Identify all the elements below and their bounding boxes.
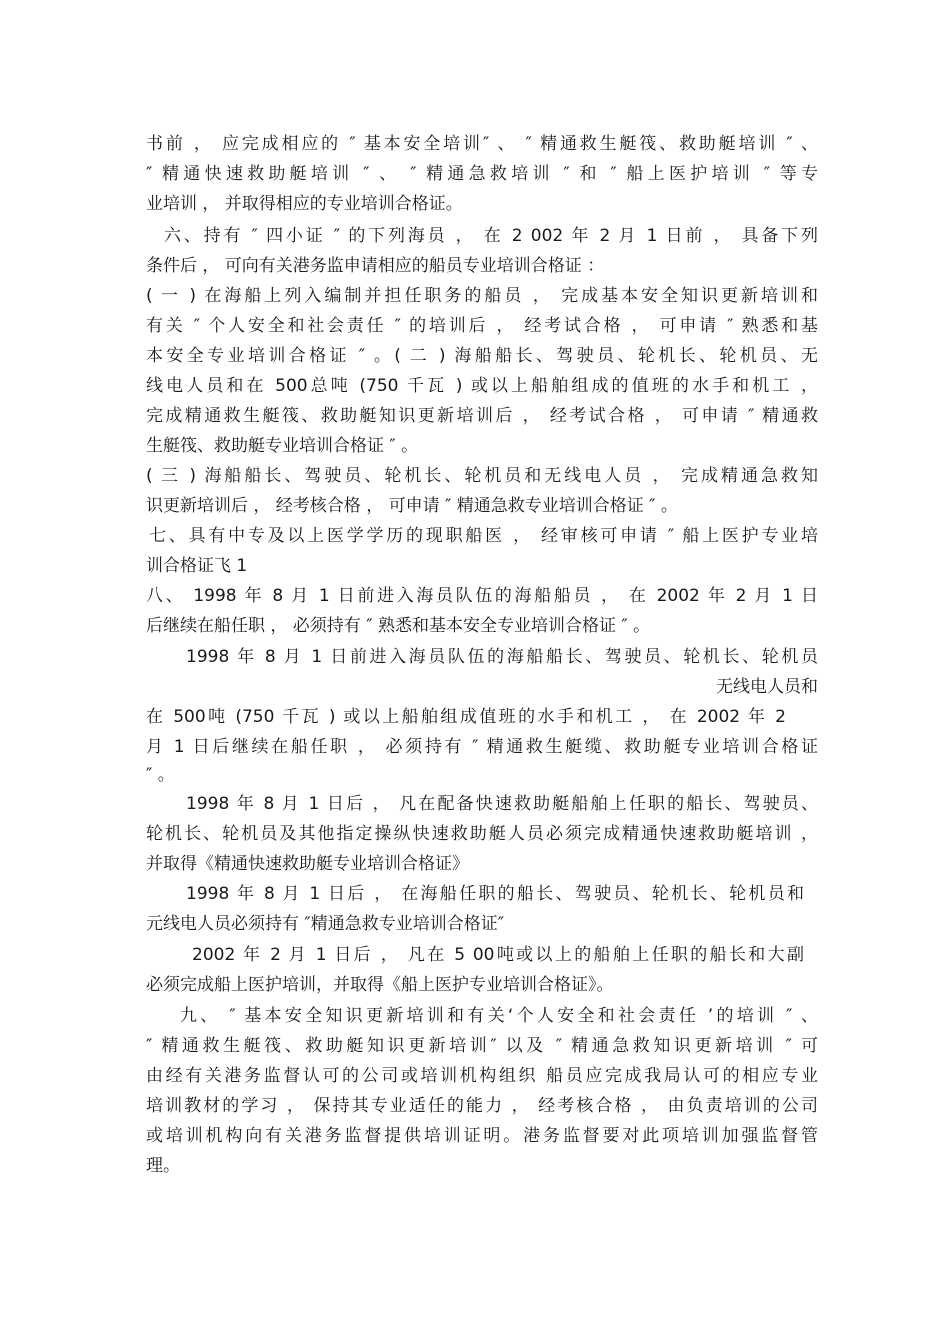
text-line: 或培训机构向有关港务监督提供培训证明。港务监督要对此项培训加强监督管 — [146, 1126, 818, 1146]
text-line: 培训教材的学习 ， 保持其专业适任的能力 ， 经考核合格 ， 由负责培训的公司 — [146, 1096, 818, 1116]
text-line: 有关 ″ 个人安全和社会责任 ″ 的培训后 ， 经考试合格 ， 可申请 ″ 熟悉和基 — [146, 316, 818, 336]
text-line: ″ 精通快速救助艇培训 ″ 、 ″ 精通急救培训 ″ 和 ″ 船上医护培训 ″ 等专 — [146, 164, 818, 184]
text-line: 元线电人员必须持有 ″精通急救专业培训合格证″ — [146, 914, 505, 934]
text-line: 月 1 日后继续在船任职 ， 必须持有 ″ 精通救生艇缆、救助艇专业培训合格证 — [146, 737, 818, 757]
text-line: 并取得《精通快速救助艇专业培训合格证》 — [146, 854, 469, 874]
text-line: 后继续在船任职 ， 必须持有 ″ 熟悉和基本安全专业培训合格证 ″ 。 — [146, 616, 651, 636]
text-line: 本安全专业培训合格证 ″ 。( 二 ) 海船船长、驾驶员、轮机长、轮机员、无 — [146, 346, 818, 366]
text-line: 业培训 ， 并取得相应的专业培训合格证。 — [146, 194, 463, 214]
section-nine-heading: 九、 ″ 基本安全知识更新培训和有关‘个人安全和社会责任 ’的培训 ″ 、 — [180, 1006, 818, 1026]
section-seven-heading: 七、具有中专及以上医学学历的现职船医 ， 经审核可申请 ″ 船上医护专业培 — [149, 526, 818, 546]
text-line: ( 一 ) 在海船上列入编制并担任职务的船员 ， 完成基本安全知识更新培训和 — [146, 286, 818, 306]
text-line: 无线电人员和 — [716, 677, 818, 697]
text-line: 轮机长、轮机员及其他指定操纵快速救助艇人员必须完成精通快速救助艇培训 ， — [146, 824, 818, 844]
text-line: 条件后 ， 可向有关港务监申请相应的船员专业培训合格证 ： — [146, 256, 605, 276]
text-line: 理。 — [146, 1156, 180, 1176]
section-eight-heading: 八、 1998 年 8 月 1 日前进入海员队伍的海船船员 ， 在 2002 年 2 月 1 日 — [146, 586, 818, 606]
text-line: ( 三 ) 海船船长、驾驶员、轮机长、轮机员和无线电人员 ， 完成精通急救知 — [146, 466, 818, 486]
text-line: 线电人员和在 500总吨 (750 千瓦 ) 或以上船舶组成的值班的水手和机工 ， — [146, 376, 818, 396]
text-line: 由经有关港务监督认可的公司或培训机构组织 船员应完成我局认可的相应专业 — [146, 1066, 818, 1086]
text-line: 必须完成船上医护培训，并取得《船上医护专业培训合格证》。 — [146, 975, 614, 995]
text-line: 在 500吨 (750 千瓦 ) 或以上船舶组成值班的水手和机工 ， 在 2002 年 2 — [146, 707, 786, 727]
text-line: 生艇筏、救助艇专业培训合格证 ″ 。 — [146, 436, 419, 456]
text-line: ″ 精通救生艇筏、救助艇知识更新培训″ 以及 ″ 精通急救知识更新培训 ″ 可 — [146, 1036, 818, 1056]
text-line: 完成精通救生艇筏、救助艇知识更新培训后 ， 经考试合格 ， 可申请 ″ 精通救 — [146, 406, 818, 426]
text-line: ″ 。 — [146, 765, 175, 785]
text-line: 1998 年 8 月 1 日后 ， 凡在配备快速救助艇船舶上任职的船长、驾驶员、 — [186, 794, 818, 814]
text-line: 1998 年 8 月 1 日后 ， 在海船任职的船长、驾驶员、轮机长、轮机员和 — [186, 884, 804, 904]
text-line: 识更新培训后 ， 经考核合格 ， 可申请 ″ 精通急救专业培训合格证 ″ 。 — [146, 496, 678, 516]
text-line: 2002 年 2 月 1 日后 ， 凡在 5 00吨或以上的船舶上任职的船长和大副 — [192, 945, 804, 965]
text-line: 1998 年 8 月 1 日前进入海员队伍的海船船长、驾驶员、轮机长、轮机员 — [186, 647, 818, 667]
text-line: 训合格证飞 1 — [146, 556, 248, 576]
section-six-heading: 六、持有 ″ 四小证 ″ 的下列海员 ， 在 2 002 年 2 月 1 日前 ， 具备下列 — [164, 226, 818, 246]
text-line: 书前 ， 应完成相应的 ″ 基本安全培训″ 、 ″ 精通救生艇筏、救助艇培训 ″ 、 — [146, 134, 818, 154]
